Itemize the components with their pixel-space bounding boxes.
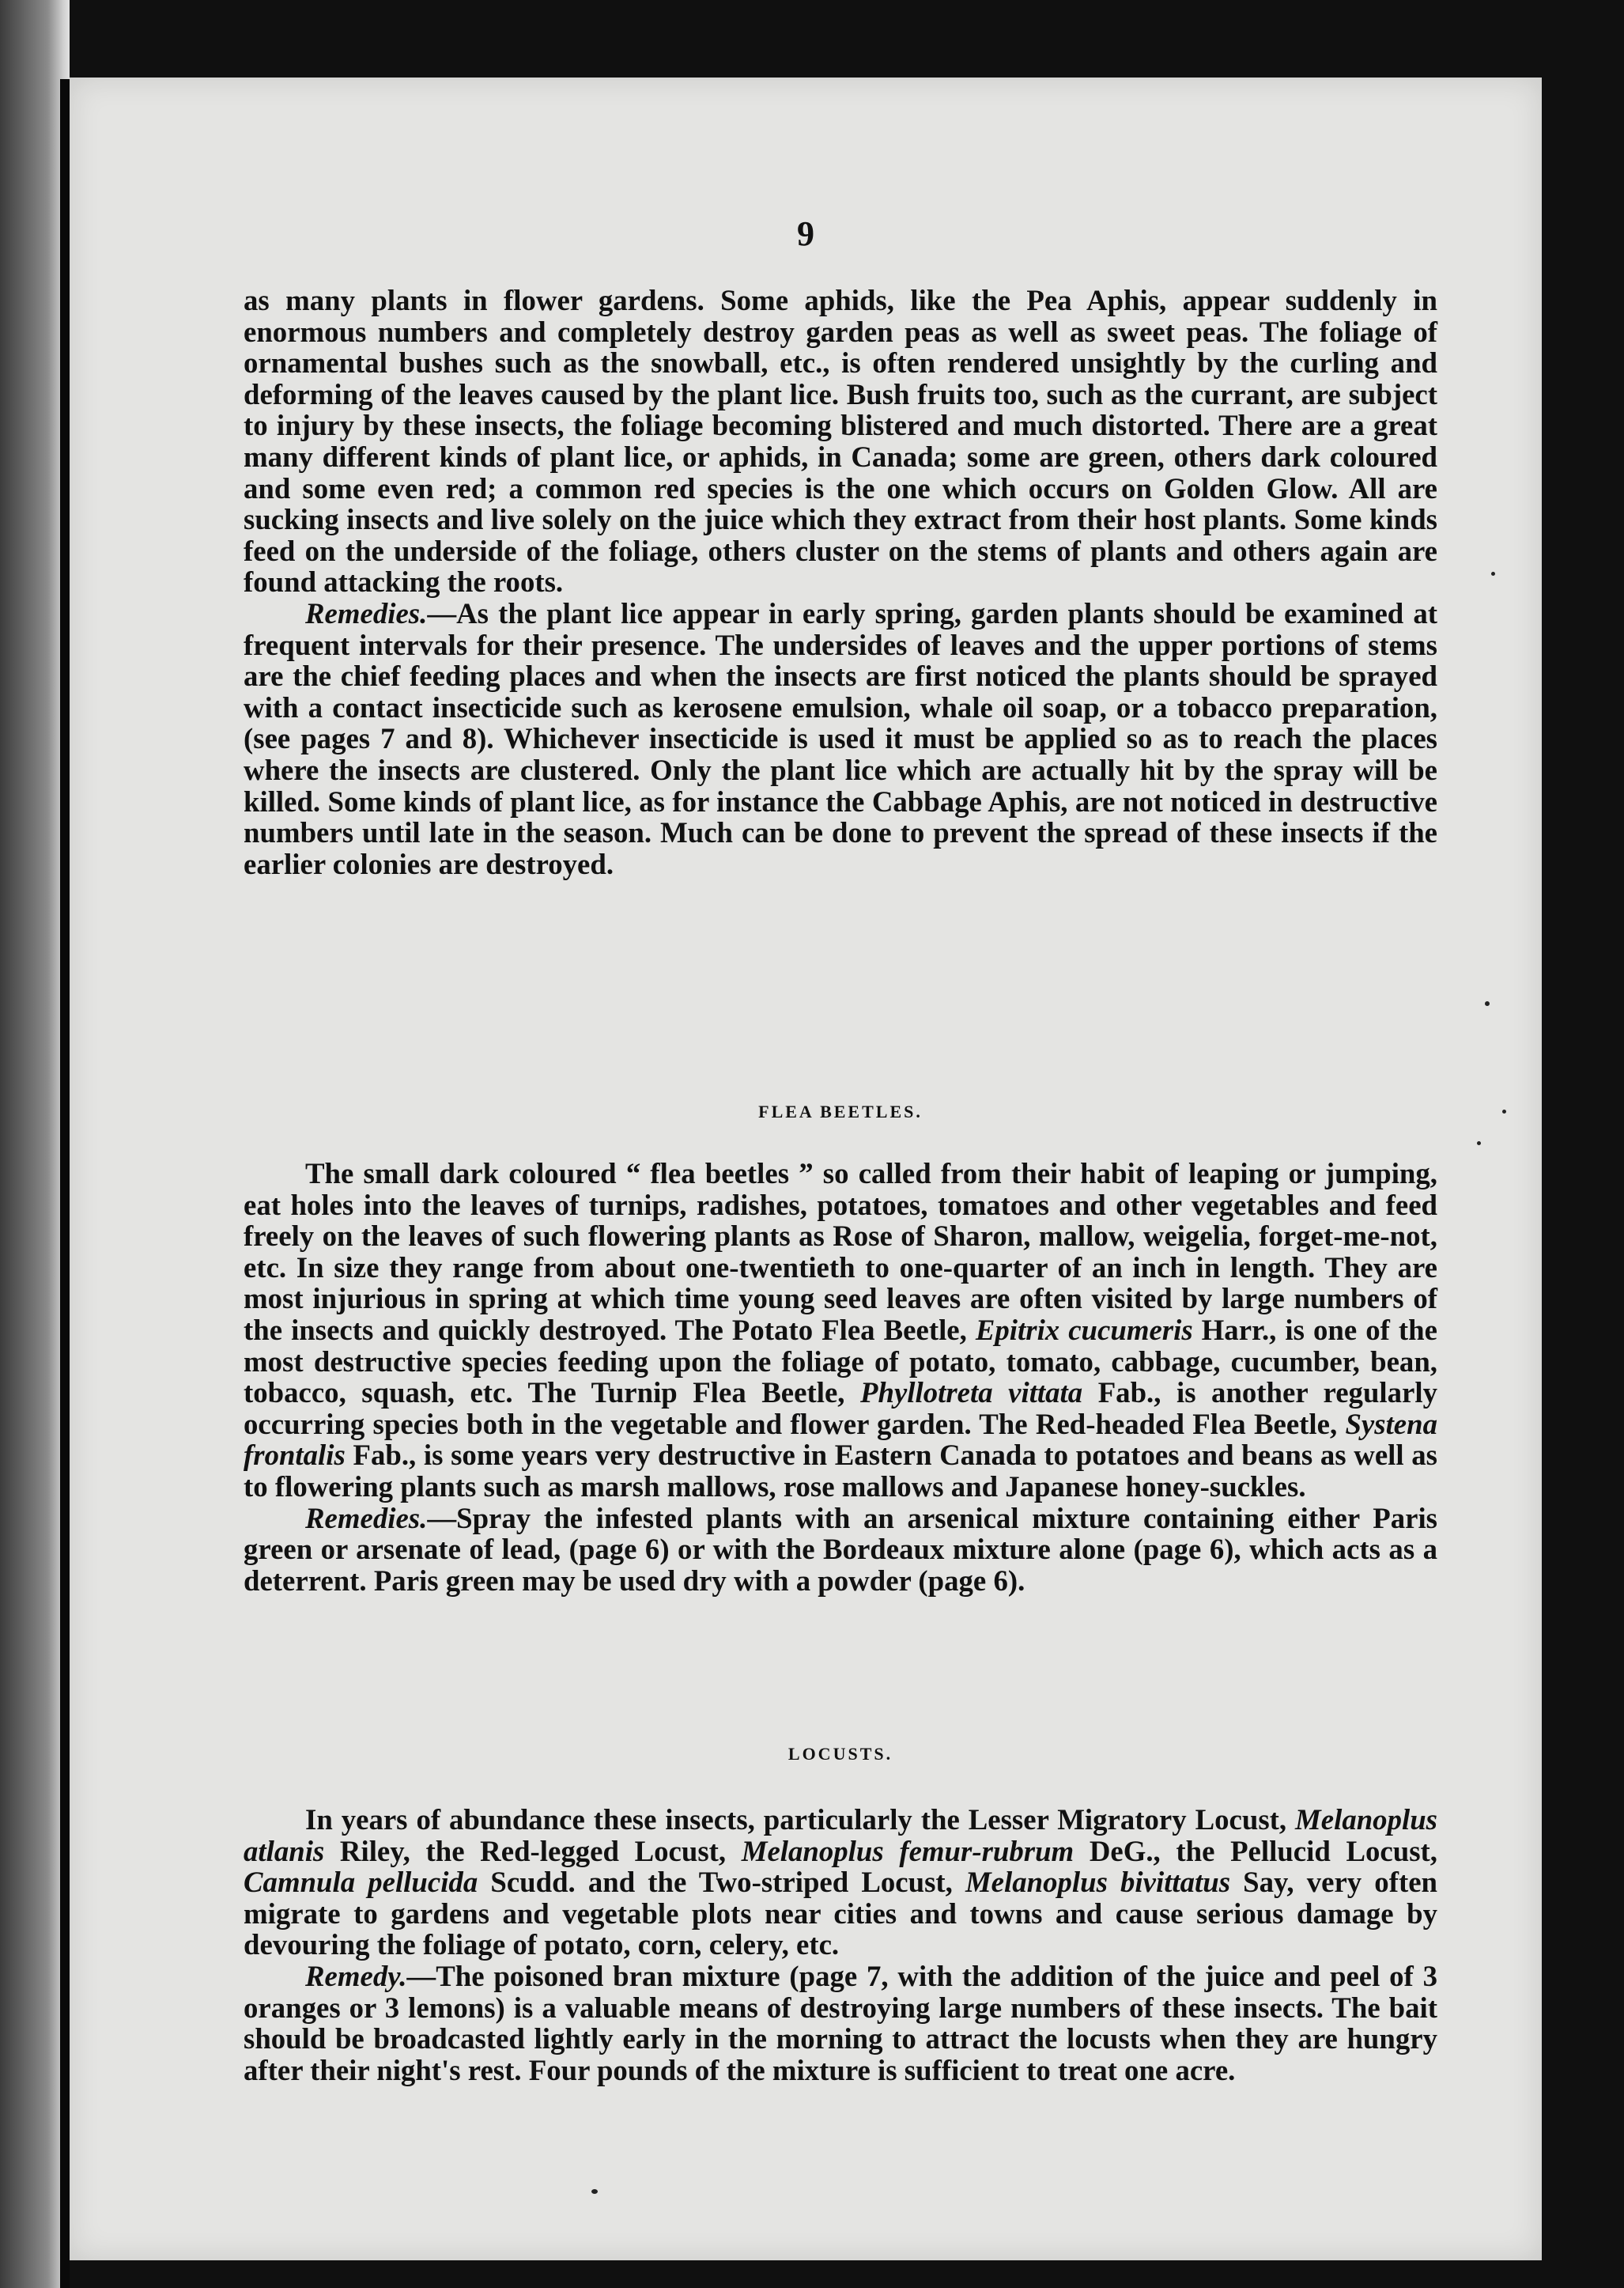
text-run: Scudd. and the Two-striped Locust, [478,1866,965,1899]
locusts-remedy-paragraph [244,1961,1437,2086]
flea-beetles-remedies-paragraph [244,1503,1437,1597]
flea-beetles-section [244,1158,1437,1596]
species-name: Systena frontalis [244,1407,1437,1472]
species-name: Phyllotreta vittata [860,1376,1083,1409]
remedies-label: Remedies. [305,596,428,630]
text-run: Riley, the Red-legged Locust, [324,1834,742,1867]
scan-speck [591,2189,598,2194]
intro-section [244,285,1437,879]
species-name: Melanoplus bivittatus [965,1866,1231,1899]
text-run: In years of abundance these insects, particularly the Lesser Migratory Locust, [305,1803,1296,1836]
flea-beetles-heading: FLEA BEETLES. [758,1102,923,1121]
scan-speck [1502,1110,1506,1114]
remedies-text: —As the plant lice appear in early spring, garden plants should be examined at frequent intervals for their presence. The undersides of leaves and the upper portions of stems are the chief feeding places and when the insects are first noticed the plants should be sprayed with a contact insecticide such as kerosene emulsion, whale oil soap, or a tobacco preparation, (see pages 7 and 8). Whichever insecticide is used it must be applied so as to reach the places where the insects are clustered. Only the plant lice which are actually hit by the spray will be killed. Some kinds of plant lice, as for instance the Cabbage Aphis, are not noticed in destructive numbers until late in the season. Much can be done to prevent the spread of these insects if the earlier colonies are destroyed. [244,596,1437,880]
species-name: Epitrix cucumeris [975,1313,1193,1346]
scan-speck [1485,1001,1490,1006]
text-run: The small dark coloured “ flea beetles ” so called from their habit of leaping or jumping, eat holes into the leaves of turnips, radishes, potatoes, tomatoes and other vegetables and feed freely on the leaves of such flowering plants as Rose of Sharon, mallow, weigelia, forget-me-not, etc. In size they range from about one-twentieth to one-quarter of an inch in length. They are most injurious in spring at which time young seed leaves are often visited by large numbers of the insects and quickly destroyed. The Potato Flea Beetle, [244,1157,1437,1346]
text-run: Fab., is another regularly occurring species both in the vegetable and flower garden. The Red-headed Flea Beetle, [244,1376,1437,1440]
remedy-text: —The poisoned bran mixture (page 7, with the addition of the juice and peel of 3 oranges or 3 lemons) is a valuable means of destroying large numbers of these insects. The bait should be broadcasted lightly early in the morning to attract the locusts when they are hungry after their night's rest. Four pounds of the mixture is sufficient to treat one acre. [244,1959,1437,2086]
species-name: Camnula pellucida [244,1866,478,1899]
text-run: DeG., the Pellucid Locust, [1074,1834,1437,1867]
flea-beetles-paragraph [244,1158,1437,1503]
document-page [70,78,1542,2260]
scan-binding-shadow [60,79,70,2288]
intro-paragraph: as many plants in flower gardens. Some aphids, like the Pea Aphis, appear suddenly in enormous numbers and completely destroy garden peas as well as sweet peas. The foliage of ornamental bushes such as the snowball, etc., is often rendered unsightly by the curling and deforming of the leaves caused by the plant lice. Bush fruits too, such as the currant, are subject to injury by these insects, the foliage becoming blistered and much distorted. There are a great many different kinds of plant lice, or aphids, in Canada; some are green, others dark coloured and some even red; a common red species is the one which occurs on Golden Glow. All are sucking insects and live solely on the juice which they extract from their host plants. Some kinds feed on the underside of the foliage, others cluster on the stems of plants and others again are found attacking the roots. [244,284,1437,599]
text-run: Fab., is some years very destructive in Eastern Canada to potatoes and beans as well as to flowering plants such as marsh mallows, rose mallows and Japanese honey-suckles. [244,1439,1437,1503]
species-name: Melanoplus femur-rubrum [741,1834,1074,1867]
intro-remedies-paragraph [244,598,1437,879]
scan-speck [1477,1141,1481,1145]
scan-left-edge [0,0,70,2288]
species-name: Melanoplus atlanis [244,1803,1437,1867]
text-run: Say, very often migrate to gardens and vegetable plots near cities and towns and cause serious damage by devouring the foliage of potato, corn, celery, etc. [244,1866,1437,1961]
locusts-section [244,1804,1437,2086]
locusts-paragraph [244,1804,1437,1961]
remedies-text: —Spray the infested plants with an arsenical mixture containing either Paris green or arsenate of lead, (page 6) or with the Bordeaux mixture alone (page 6), which acts as a deterrent. Paris green may be used dry with a powder (page 6). [244,1501,1437,1597]
scan-speck [1491,572,1495,576]
page-number: 9 [797,214,814,253]
locusts-heading: LOCUSTS. [787,1744,893,1764]
remedies-label: Remedies. [305,1501,428,1534]
remedy-label: Remedy. [305,1959,407,1992]
text-run: Harr., is one of the most destructive species feeding upon the foliage of potato, tomato, cabbage, cucumber, bean, tobacco, squash, etc. The Turnip Flea Beetle, [244,1313,1437,1409]
